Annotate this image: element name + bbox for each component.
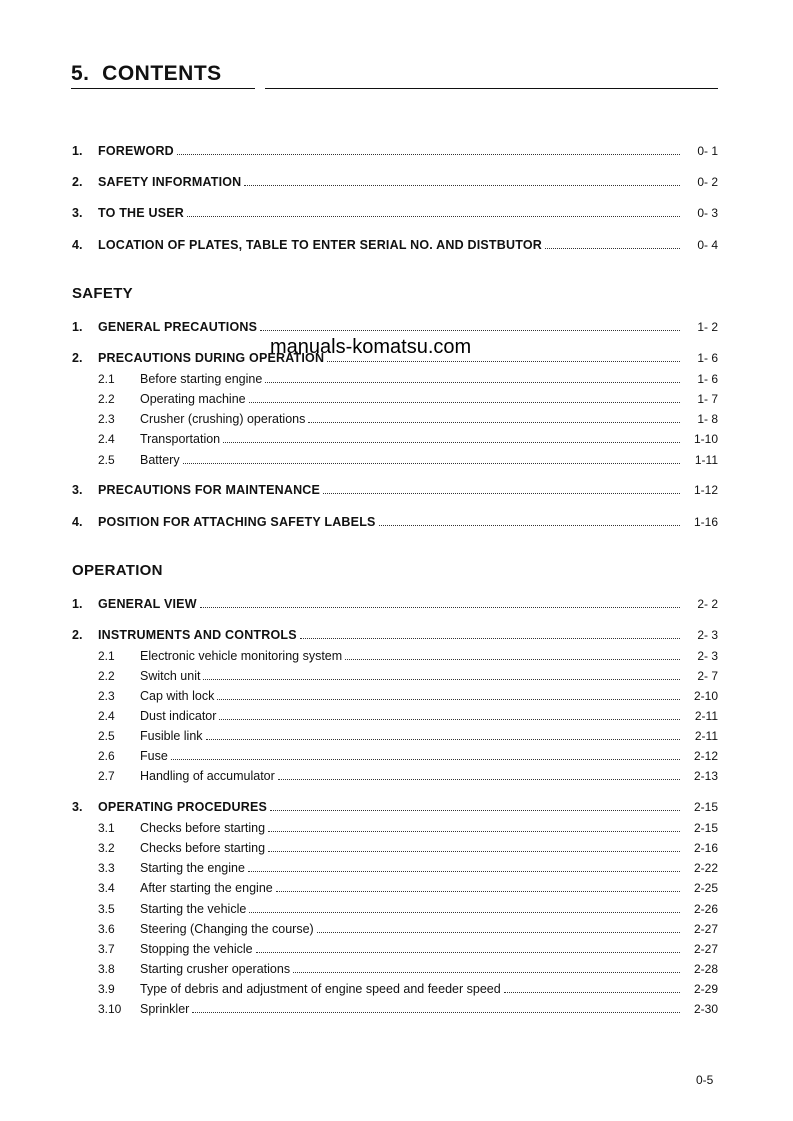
entry-label: SAFETY INFORMATION [98,175,242,189]
entry-label: Before starting engine [140,372,263,386]
leader-dots [265,382,680,383]
entry-page: 2-25 [693,881,718,895]
entry-number: 2.3 [98,412,115,426]
entry-label: OPERATING PROCEDURES [98,800,268,814]
entry-label: Starting crusher operations [140,962,291,976]
toc-subentry[interactable] [72,708,718,724]
entry-number: 3.10 [98,1002,122,1016]
entry-number: 2.5 [98,729,115,743]
entry-page: 1- 7 [697,392,718,406]
entry-page: 1- 6 [697,372,718,386]
section-heading-safety: SAFETY [72,285,133,302]
toc-subentry[interactable] [72,768,718,784]
entry-number: 1. [72,320,83,334]
toc-subentry[interactable] [72,411,718,427]
leader-dots [183,463,680,464]
entry-label: Handling of accumulator [140,769,275,783]
entry-page: 1- 8 [697,412,718,426]
toc-subentry[interactable] [72,688,718,704]
entry-number: 1. [72,144,83,158]
entry-page: 2- 2 [697,597,718,611]
entry-number: 2. [72,175,83,189]
leader-dots [276,891,680,892]
toc-entry[interactable] [72,174,718,190]
entry-label: Stopping the vehicle [140,942,253,956]
entry-number: 3. [72,483,83,497]
leader-dots [248,871,680,872]
entry-page: 2-11 [694,709,718,723]
entry-page: 1- 6 [697,351,718,365]
entry-label: Type of debris and adjustment of engine speed and feeder speed [140,982,501,996]
toc-entry[interactable] [72,482,718,498]
entry-number: 2. [72,628,83,642]
entry-number: 3.7 [98,942,115,956]
entry-number: 3.2 [98,841,115,855]
entry-page: 2- 3 [697,649,718,663]
leader-dots [323,493,680,494]
toc-subentry[interactable] [72,431,718,447]
toc-subentry[interactable] [72,921,718,937]
toc-subentry[interactable] [72,452,718,468]
leader-dots [192,1012,680,1013]
entry-page: 1- 2 [697,320,718,334]
toc-entry[interactable] [72,237,718,253]
entry-label: Checks before starting [140,841,266,855]
toc-entry[interactable] [72,143,718,159]
toc-entry[interactable] [72,205,718,221]
leader-dots [219,719,680,720]
leader-dots [308,422,680,423]
entry-label: Starting the engine [140,861,245,875]
leader-dots [206,739,680,740]
entry-page: 2-22 [693,861,718,875]
leader-dots [504,992,680,993]
entry-label: Crusher (crushing) operations [140,412,306,426]
leader-dots [223,442,680,443]
entry-number: 2.6 [98,749,115,763]
entry-page: 2-26 [693,902,718,916]
entry-page: 1-11 [694,453,718,467]
leader-dots [327,361,680,362]
entry-label: Battery [140,453,180,467]
toc-entry[interactable] [72,319,718,335]
entry-number: 3.9 [98,982,115,996]
leader-dots [203,679,680,680]
entry-page: 1-10 [693,432,718,446]
entry-page: 2-16 [693,841,718,855]
entry-label: Steering (Changing the course) [140,922,314,936]
entry-label: PRECAUTIONS FOR MAINTENANCE [98,483,321,497]
leader-dots [300,638,680,639]
leader-dots [293,972,680,973]
leader-dots [217,699,680,700]
entry-number: 3. [72,206,83,220]
entry-number: 2.7 [98,769,115,783]
entry-number: 2.1 [98,649,115,663]
toc-subentry[interactable] [72,371,718,387]
entry-label: After starting the engine [140,881,273,895]
entry-label: Transportation [140,432,221,446]
entry-label: Checks before starting [140,821,266,835]
entry-page: 2-15 [693,800,718,814]
entry-page: 2-27 [693,922,718,936]
toc-subentry[interactable] [72,941,718,957]
entry-label: Sprinkler [140,1002,190,1016]
entry-label: Operating machine [140,392,246,406]
entry-label: Dust indicator [140,709,217,723]
entry-label: PRECAUTIONS DURING OPERATION [98,351,325,365]
entry-number: 2.5 [98,453,115,467]
entry-page: 2- 3 [697,628,718,642]
entry-number: 3.8 [98,962,115,976]
toc-subentry[interactable] [72,880,718,896]
entry-label: LOCATION OF PLATES, TABLE TO ENTER SERIAL NO. AND DISTBUTOR [98,238,542,252]
toc-subentry[interactable] [72,728,718,744]
leader-dots [379,525,680,526]
entry-page: 2-28 [693,962,718,976]
entry-label: GENERAL PRECAUTIONS [98,320,258,334]
entry-page: 2-13 [693,769,718,783]
leader-dots [249,912,680,913]
toc-entry[interactable] [72,514,718,530]
entry-page: 2-29 [693,982,718,996]
toc-subentry[interactable] [72,981,718,997]
entry-number: 3.4 [98,881,115,895]
entry-number: 3. [72,800,83,814]
entry-number: 3.1 [98,821,115,835]
entry-number: 2.1 [98,372,115,386]
entry-page: 2-12 [693,749,718,763]
entry-number: 3.6 [98,922,115,936]
toc-subentry[interactable] [72,391,718,407]
entry-label: TO THE USER [98,206,185,220]
leader-dots [268,851,680,852]
entry-number: 4. [72,238,83,252]
entry-label: Fusible link [140,729,203,743]
leader-dots [545,248,680,249]
entry-label: Fuse [140,749,168,763]
leader-dots [317,932,680,933]
entry-page: 2-30 [693,1002,718,1016]
entry-page: 0- 1 [697,144,718,158]
toc-subentry[interactable] [72,820,718,836]
entry-page: 2- 7 [697,669,718,683]
title-underline-right [265,88,718,89]
entry-page: 2-10 [693,689,718,703]
entry-page: 1-16 [693,515,718,529]
leader-dots [270,810,680,811]
toc-entry[interactable] [72,627,718,643]
entry-label: Starting the vehicle [140,902,247,916]
entry-label: INSTRUMENTS AND CONTROLS [98,628,297,642]
toc-subentry[interactable] [72,748,718,764]
leader-dots [256,952,680,953]
leader-dots [249,402,680,403]
leader-dots [200,607,680,608]
toc-entry[interactable] [72,596,718,612]
toc-subentry[interactable] [72,648,718,664]
entry-page: 2-11 [694,729,718,743]
toc-subentry[interactable] [72,860,718,876]
leader-dots [260,330,680,331]
entry-label: Electronic vehicle monitoring system [140,649,343,663]
page-title: 5. CONTENTS [71,62,222,85]
entry-label: Cap with lock [140,689,215,703]
entry-number: 2.3 [98,689,115,703]
entry-number: 1. [72,597,83,611]
leader-dots [244,185,680,186]
section-heading-operation: OPERATION [72,562,163,579]
entry-number: 2.4 [98,432,115,446]
entry-number: 2. [72,351,83,365]
page-number: 0-5 [696,1073,714,1087]
entry-page: 0- 3 [697,206,718,220]
toc-subentry[interactable] [72,901,718,917]
leader-dots [177,154,680,155]
entry-label: Switch unit [140,669,201,683]
entry-number: 3.3 [98,861,115,875]
entry-page: 1-12 [693,483,718,497]
title-underline-left [71,88,255,89]
entry-page: 0- 4 [697,238,718,252]
entry-label: GENERAL VIEW [98,597,197,611]
entry-number: 3.5 [98,902,115,916]
leader-dots [278,779,680,780]
entry-page: 0- 2 [697,175,718,189]
entry-label: FOREWORD [98,144,174,158]
entry-number: 2.2 [98,392,115,406]
entry-label: POSITION FOR ATTACHING SAFETY LABELS [98,515,376,529]
toc-subentry[interactable] [72,840,718,856]
toc-subentry[interactable] [72,961,718,977]
entry-page: 2-27 [693,942,718,956]
watermark-text: manuals-komatsu.com [270,336,472,358]
toc-subentry[interactable] [72,1001,718,1017]
entry-number: 2.4 [98,709,115,723]
leader-dots [171,759,680,760]
entry-number: 2.2 [98,669,115,683]
toc-subentry[interactable] [72,668,718,684]
entry-page: 2-15 [693,821,718,835]
toc-entry[interactable] [72,799,718,815]
leader-dots [268,831,680,832]
entry-number: 4. [72,515,83,529]
leader-dots [345,659,680,660]
leader-dots [187,216,680,217]
